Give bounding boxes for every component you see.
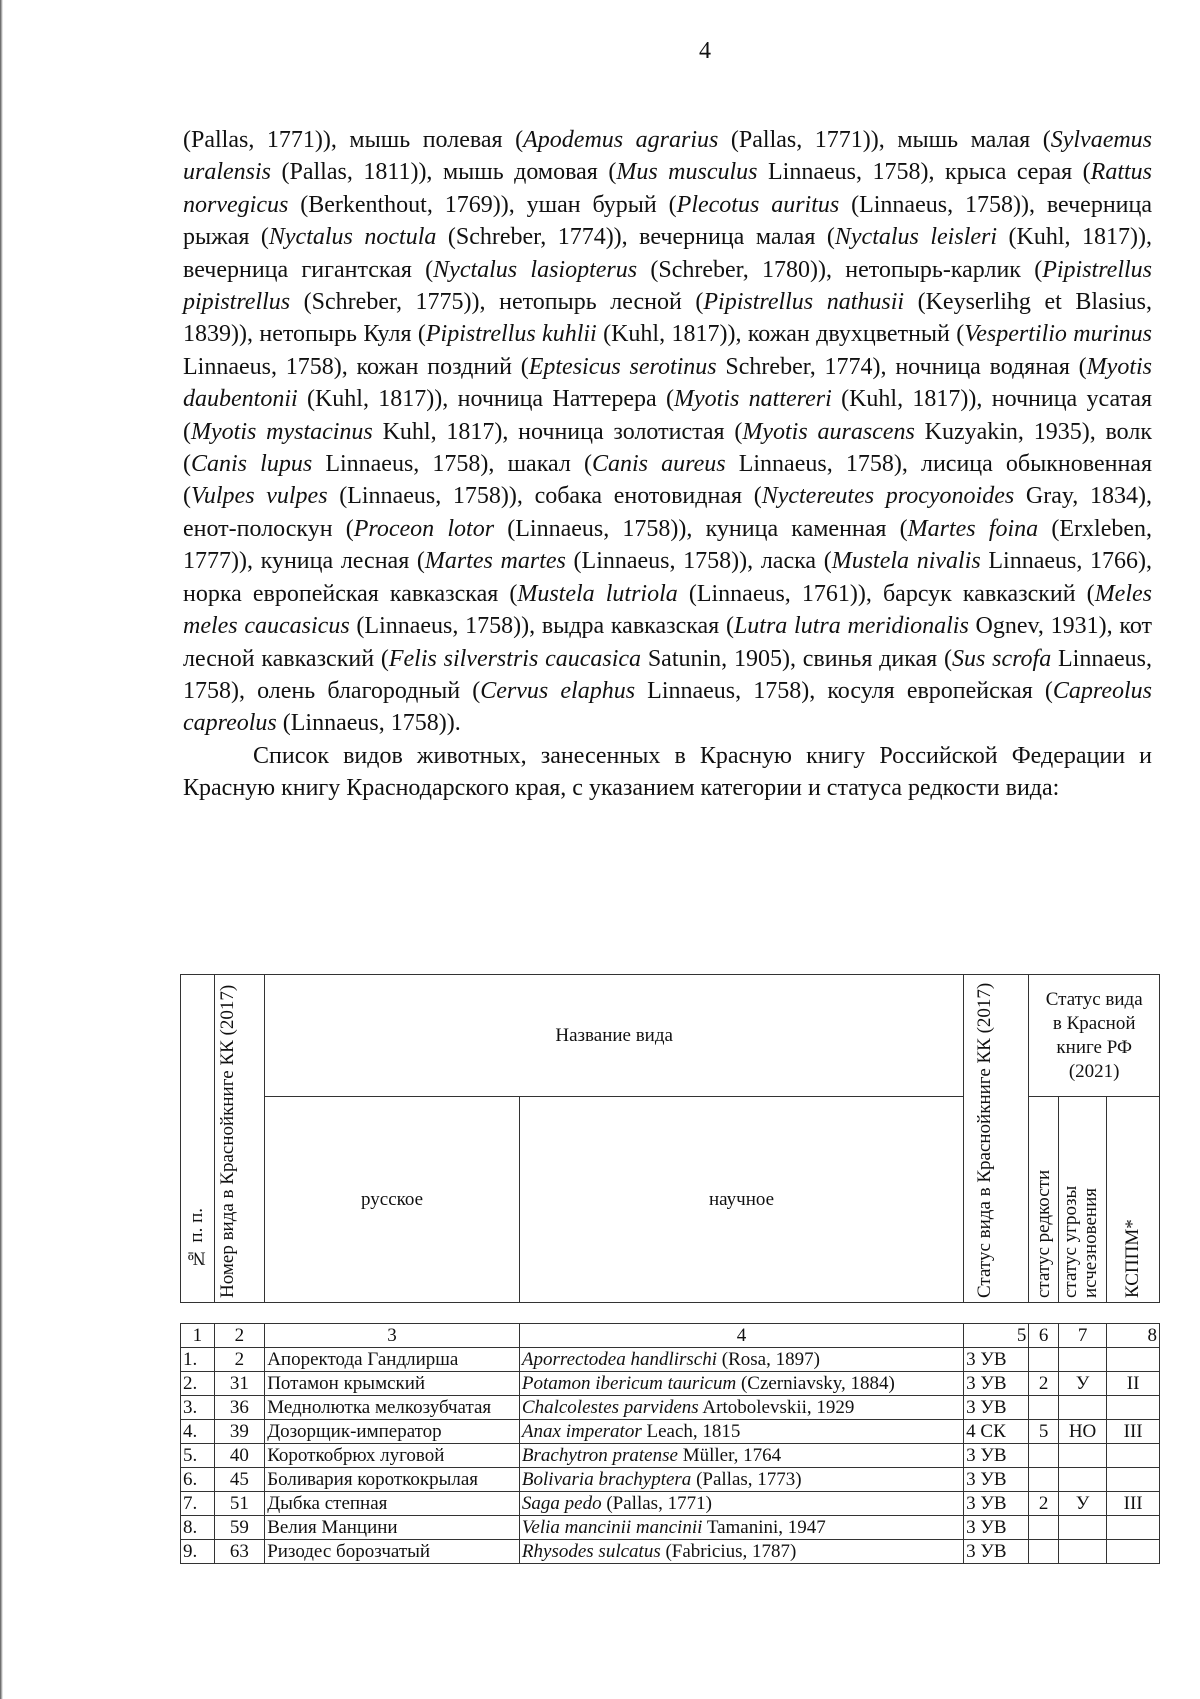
- row-number: 1.: [181, 1348, 215, 1372]
- kk-status: 3 УВ: [964, 1348, 1029, 1372]
- scientific-name-latin: Potamon ibericum tauricum: [521, 1373, 737, 1394]
- species-latin-name: Plecotus auritus: [676, 191, 840, 218]
- table-row: [181, 1540, 1160, 1564]
- scientific-name-author: (Czerniavsky, 1884): [736, 1373, 895, 1394]
- rarity-status: [1029, 1396, 1058, 1420]
- kk-number: 31: [214, 1372, 265, 1396]
- text-run: (Linnaeus, 1758)), ласка (: [565, 548, 832, 575]
- scientific-name-latin: Anax imperator: [521, 1421, 642, 1442]
- body-text: [183, 124, 1152, 805]
- column-number: 6: [1029, 1324, 1058, 1348]
- scientific-name-author: Tamanini, 1947: [702, 1517, 826, 1538]
- row-number: 4.: [181, 1420, 215, 1444]
- russian-name: Потамон крымский: [265, 1372, 520, 1396]
- species-latin-name: Myotis daubentonii: [183, 353, 1152, 413]
- kk-number: 51: [214, 1492, 265, 1516]
- species-latin-name: Myotis mystacinus: [191, 418, 373, 445]
- header-russian: русское: [265, 1097, 520, 1303]
- russian-name: Меднолютка мелкозубчатая: [265, 1396, 520, 1420]
- text-run: (Linnaeus, 1758)).: [276, 710, 461, 737]
- header-species-name: Название вида: [265, 975, 964, 1097]
- row-number: 6.: [181, 1468, 215, 1492]
- scientific-name: [519, 1492, 963, 1516]
- column-number: 7: [1058, 1324, 1106, 1348]
- text-run: (Linnaeus, 1758)), куница каменная (: [494, 515, 908, 542]
- species-latin-name: Martes foina: [907, 515, 1039, 542]
- header-kk-status: Статус вида в Краснойкниге КК (2017): [964, 975, 1029, 1303]
- species-latin-name: Nyctalus lasiopterus: [433, 256, 638, 283]
- scientific-name: [519, 1348, 963, 1372]
- header-num: № п. п.: [181, 975, 215, 1303]
- text-run: (Kuhl, 1817)), ночница Наттерера (: [297, 386, 675, 413]
- russian-name: Ризодес борозчатый: [265, 1540, 520, 1564]
- kk-status: 3 УВ: [964, 1444, 1029, 1468]
- table-row: [181, 1492, 1160, 1516]
- kk-status: 3 УВ: [964, 1492, 1029, 1516]
- threat-status: [1058, 1444, 1106, 1468]
- threat-status: [1058, 1516, 1106, 1540]
- species-latin-name: Mustela nivalis: [831, 548, 981, 575]
- rarity-status: 2: [1029, 1372, 1058, 1396]
- kspim-status: III: [1107, 1492, 1160, 1516]
- kspim-status: II: [1107, 1372, 1160, 1396]
- species-latin-name: Lutra lutra meridionalis: [733, 613, 969, 640]
- kk-status: 3 УВ: [964, 1372, 1029, 1396]
- species-latin-name: Vespertilio murinus: [964, 321, 1152, 348]
- column-number: 3: [265, 1324, 520, 1348]
- text-run: (Pallas, 1771)), мышь малая (: [718, 127, 1051, 153]
- text-run: Linnaeus, 1758), косуля европейская (: [635, 677, 1053, 704]
- species-latin-name: Martes martes: [424, 548, 566, 575]
- russian-name: Короткобрюх луговой: [265, 1444, 520, 1468]
- scientific-name-author: (Pallas, 1771): [601, 1493, 712, 1514]
- species-latin-name: Myotis nattereri: [674, 386, 832, 413]
- page-number: 4: [699, 38, 711, 64]
- rarity-status: [1029, 1348, 1058, 1372]
- text-run: Linnaeus, 1758), шакал (: [312, 451, 592, 478]
- scientific-name: [519, 1540, 963, 1564]
- scientific-name-author: (Pallas, 1773): [691, 1469, 802, 1490]
- kk-status: 3 УВ: [964, 1396, 1029, 1420]
- column-number: 4: [519, 1324, 963, 1348]
- rarity-status: 2: [1029, 1492, 1058, 1516]
- kspim-status: [1107, 1468, 1160, 1492]
- species-latin-name: Meles meles caucasicus: [183, 580, 1152, 640]
- scientific-name: [519, 1516, 963, 1540]
- kspim-status: III: [1107, 1420, 1160, 1444]
- table-row: [181, 1468, 1160, 1492]
- kspim-status: [1107, 1516, 1160, 1540]
- scientific-name-latin: Rhysodes sulcatus: [521, 1541, 661, 1562]
- scientific-name: [519, 1396, 963, 1420]
- scientific-name: [519, 1420, 963, 1444]
- species-latin-name: Sylvaemus uralensis: [183, 127, 1153, 186]
- scientific-name: [519, 1444, 963, 1468]
- species-latin-name: Pipistrellus kuhlii: [425, 321, 597, 348]
- species-list-paragraph: [183, 124, 1152, 740]
- scientific-name-author: Müller, 1764: [677, 1445, 782, 1466]
- rarity-status: [1029, 1540, 1058, 1564]
- threat-status: [1058, 1396, 1106, 1420]
- scientific-name: [519, 1468, 963, 1492]
- text-run: (Schreber, 1780)), нетопырь-карлик (: [637, 256, 1043, 283]
- threat-status: [1058, 1540, 1106, 1564]
- text-run: Linnaeus, 1758), лисица обыкновенная (: [183, 451, 1152, 510]
- species-latin-name: Canis aureus: [591, 451, 726, 478]
- kk-number: 39: [214, 1420, 265, 1444]
- kk-status: 3 УВ: [964, 1540, 1029, 1564]
- text-run: Ognev, 1931), кот лесной кавказский (: [183, 613, 1152, 672]
- scientific-name-author: Artobolevskii, 1929: [698, 1397, 855, 1418]
- table-row: [181, 1372, 1160, 1396]
- column-number: 8: [1107, 1324, 1160, 1348]
- column-number: 2: [214, 1324, 265, 1348]
- text-run: (Pallas, 1811)), мышь домовая (: [271, 159, 617, 186]
- header-kk-number: Номер вида в Краснойкниге КК (2017): [214, 975, 265, 1303]
- kspim-status: [1107, 1348, 1160, 1372]
- species-latin-name: Pipistrellus pipistrellus: [183, 256, 1152, 316]
- text-run: (Linnaeus, 1761)), барсук кавказский (: [677, 580, 1095, 607]
- kspim-status: [1107, 1396, 1160, 1420]
- text-run: (Linnaeus, 1758)), собака енотовидная (: [327, 483, 762, 510]
- species-latin-name: Apodemus agrarius: [523, 127, 719, 153]
- kk-number: 63: [214, 1540, 265, 1564]
- scan-edge: [0, 0, 3, 1699]
- text-run: Schreber, 1774), ночница водяная (: [716, 353, 1087, 380]
- species-latin-name: Rattus norvegicus: [183, 159, 1152, 218]
- text-run: Linnaeus, 1758), кожан поздний (: [183, 353, 529, 380]
- scientific-name-latin: Saga pedo: [521, 1493, 602, 1514]
- text-run: (Pallas, 1771)), мышь полевая (: [183, 127, 524, 153]
- text-run: (Linnaeus, 1758)), выдра кавказская (: [349, 613, 734, 640]
- scientific-name-author: (Fabricius, 1787): [660, 1541, 797, 1562]
- text-run: (Kuhl, 1817)), вечерница гигантская (: [183, 224, 1153, 283]
- species-latin-name: Eptesicus serotinus: [528, 353, 717, 380]
- threat-status: [1058, 1348, 1106, 1372]
- text-run: (Keyserlihg et Blasius, 1839)), нетопырь Куля (: [183, 289, 1153, 348]
- table-row: [181, 1348, 1160, 1372]
- text-run: Gray, 1834), енот-полоскун (: [183, 483, 1152, 542]
- species-latin-name: Capreolus capreolus: [183, 677, 1153, 737]
- scientific-name-latin: Brachytron pratense: [521, 1445, 678, 1466]
- text-run: Satunin, 1905), свинья дикая (: [641, 645, 952, 672]
- kk-status: 3 УВ: [964, 1468, 1029, 1492]
- row-number: 2.: [181, 1372, 215, 1396]
- text-run: (Linnaeus, 1758)), вечерница рыжая (: [183, 191, 1153, 251]
- rarity-status: [1029, 1516, 1058, 1540]
- kk-number: 40: [214, 1444, 265, 1468]
- threat-status: [1058, 1468, 1106, 1492]
- scientific-name-latin: Chalcolestes parvidens: [521, 1397, 699, 1418]
- text-run: (Schreber, 1774)), вечерница малая (: [436, 224, 835, 251]
- scientific-name-latin: Velia mancinii mancinii: [521, 1517, 703, 1538]
- header-rarity-status: статус редкости: [1029, 1097, 1058, 1303]
- row-number: 9.: [181, 1540, 215, 1564]
- kk-number: 36: [214, 1396, 265, 1420]
- scientific-name: [519, 1372, 963, 1396]
- scientific-name-latin: Bolivaria brachyptera: [521, 1469, 692, 1490]
- species-latin-name: Myotis aurascens: [742, 418, 915, 445]
- row-number: 7.: [181, 1492, 215, 1516]
- table-row: [181, 1420, 1160, 1444]
- kk-status: 4 СК: [964, 1420, 1029, 1444]
- species-latin-name: Nyctalus noctula: [268, 224, 437, 251]
- table-intro-paragraph: Список видов животных, занесенных в Красную книгу Российской Федерации и Красную книгу Краснодарского края, с указанием категории и статуса редкости вида:: [183, 742, 1152, 802]
- table-row: [181, 1396, 1160, 1420]
- kk-number: 2: [214, 1348, 265, 1372]
- species-latin-name: Proceon lotor: [353, 515, 495, 542]
- text-run: Linnaeus, 1758), крыса серая (: [757, 159, 1091, 186]
- threat-status: У: [1058, 1492, 1106, 1516]
- species-latin-name: Nyctalus leisleri: [834, 224, 998, 251]
- russian-name: Велия Манцини: [265, 1516, 520, 1540]
- rarity-status: [1029, 1444, 1058, 1468]
- russian-name: Апоректода Гандлирша: [265, 1348, 520, 1372]
- species-latin-name: Cervus elaphus: [480, 677, 636, 704]
- species-latin-name: Felis silverstris caucasica: [388, 645, 642, 672]
- row-number: 5.: [181, 1444, 215, 1468]
- text-run: (Kuhl, 1817)), кожан двухцветный (: [596, 321, 965, 348]
- header-rf-status: Статус вида в Красной книге РФ (2021): [1029, 975, 1160, 1097]
- threat-status: НО: [1058, 1420, 1106, 1444]
- table-row: [181, 1444, 1160, 1468]
- row-number: 3.: [181, 1396, 215, 1420]
- threat-status: У: [1058, 1372, 1106, 1396]
- column-number: 5: [964, 1324, 1029, 1348]
- kk-number: 59: [214, 1516, 265, 1540]
- rarity-status: 5: [1029, 1420, 1058, 1444]
- species-latin-name: Sus scrofa: [951, 645, 1052, 672]
- text-run: Kuzyakin, 1935), волк (: [183, 418, 1152, 478]
- species-latin-name: Mustela lutriola: [517, 580, 678, 607]
- russian-name: Боливария короткокрылая: [265, 1468, 520, 1492]
- text-run: Linnaeus, 1766), норка европейская кавказская (: [183, 548, 1152, 607]
- text-run: (Berkenthout, 1769)), ушан бурый (: [288, 191, 677, 218]
- species-latin-name: Nyctereutes procyonoides: [761, 483, 1015, 510]
- text-run: Kuhl, 1817), ночница золотистая (: [372, 418, 743, 445]
- kspim-status: [1107, 1540, 1160, 1564]
- column-number: 1: [181, 1324, 215, 1348]
- text-run: (Kuhl, 1817)), ночница усатая (: [183, 386, 1152, 445]
- russian-name: Дыбка степная: [265, 1492, 520, 1516]
- scientific-name-author: Leach, 1815: [641, 1421, 741, 1442]
- species-latin-name: Mus musculus: [616, 159, 758, 186]
- table-row: [181, 1516, 1160, 1540]
- row-number: 8.: [181, 1516, 215, 1540]
- red-book-table: [180, 974, 1160, 1564]
- species-latin-name: Pipistrellus nathusii: [703, 289, 905, 316]
- text-run: (Erxleben, 1777)), куница лесная (: [183, 515, 1152, 575]
- text-run: Linnaeus, 1758), олень благородный (: [183, 645, 1152, 704]
- species-latin-name: Canis lupus: [191, 451, 313, 478]
- header-kspim: КСППМ*: [1107, 1097, 1160, 1303]
- scientific-name-latin: Aporrectodea handlirschi: [521, 1349, 717, 1370]
- kspim-status: [1107, 1444, 1160, 1468]
- text-run: (Schreber, 1775)), нетопырь лесной (: [290, 289, 704, 316]
- scientific-name-author: (Rosa, 1897): [717, 1349, 820, 1370]
- kk-status: 3 УВ: [964, 1516, 1029, 1540]
- header-scientific: научное: [519, 1097, 963, 1303]
- rarity-status: [1029, 1468, 1058, 1492]
- column-number-row: [181, 1324, 1160, 1348]
- header-threat-status: статус угрозы исчезновения: [1058, 1097, 1106, 1303]
- species-latin-name: Vulpes vulpes: [191, 483, 328, 510]
- russian-name: Дозорщик-император: [265, 1420, 520, 1444]
- kk-number: 45: [214, 1468, 265, 1492]
